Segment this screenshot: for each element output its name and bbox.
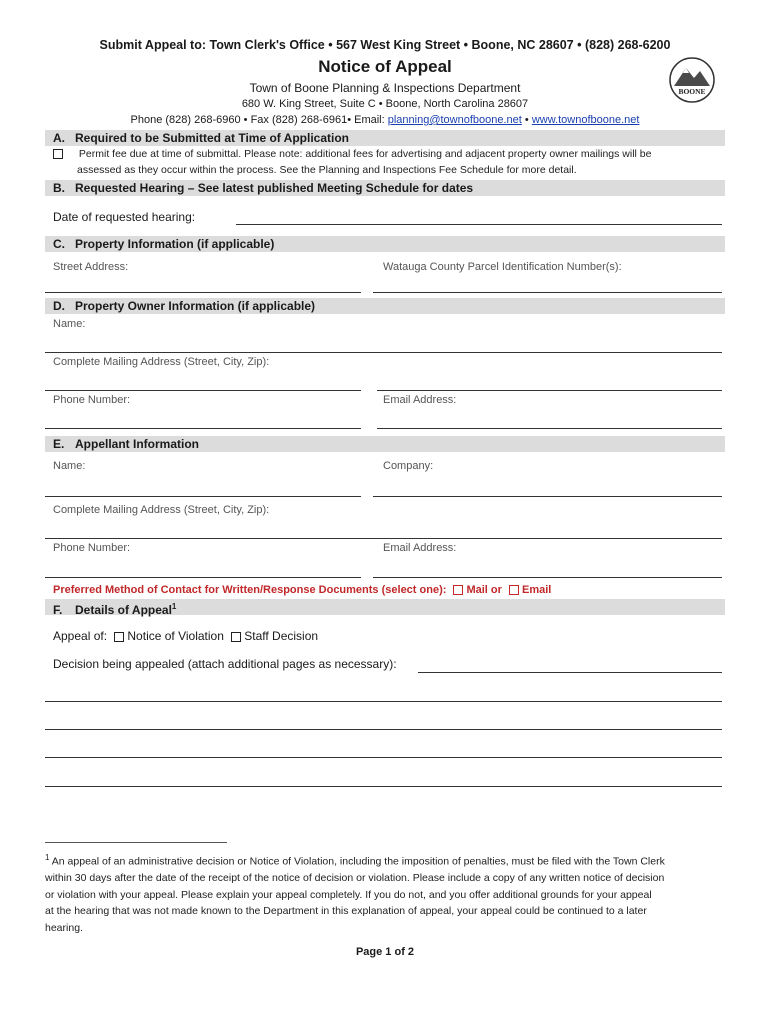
department-name: Town of Boone Planning & Inspections Department (249, 81, 521, 95)
logo-text: BOONE (678, 87, 706, 96)
department-address: 680 W. King Street, Suite C • Boone, North Carolina 28607 (241, 98, 529, 110)
preferred-contact-label: Preferred Method of Contact for Written/Response Documents (select one): (53, 584, 447, 596)
mail-option-label: Mail or (466, 584, 502, 596)
page-number: Page 1 of 2 (355, 946, 415, 958)
section-b-header (45, 180, 725, 196)
owner-mailing-field[interactable] (45, 390, 361, 391)
section-e-letter: E. (53, 437, 65, 451)
website-link[interactable]: www.townofboone.net (531, 114, 640, 126)
owner-email-label: Email Address: (383, 394, 457, 406)
decision-appealed-label: Decision being appealed (attach additional pages as necessary): (53, 657, 397, 671)
decision-line-5[interactable] (45, 786, 722, 787)
owner-name-label: Name: (53, 318, 86, 330)
footnote-line-2: within 30 days after the date of the receipt of the notice of decision or violation. Please include a copy of any written notice of decision (45, 872, 665, 884)
section-e-title: Appellant Information (75, 437, 199, 451)
appeal-of-row (53, 629, 318, 643)
footnote-line-4: at the hearing that was not made known to the Department in this explanation of appeal, your appeal could be continued to a later (45, 905, 647, 917)
appellant-name-label: Name: (53, 460, 86, 472)
section-b-letter: B. (53, 181, 65, 195)
footnote-line-5: hearing. (45, 921, 83, 934)
email-checkbox[interactable] (509, 585, 519, 595)
section-d-letter: D. (53, 299, 65, 313)
violation-checkbox[interactable] (114, 632, 124, 642)
footnote-divider (45, 842, 227, 843)
fee-checkbox[interactable] (53, 149, 63, 159)
decision-line-4[interactable] (45, 757, 722, 758)
section-f-footnote-mark: 1 (171, 602, 177, 611)
violation-option-label: Notice of Violation (127, 629, 224, 643)
email-option-label: Email (521, 584, 552, 596)
fee-text-line-2: assessed as they occur within the process. See the Planning and Inspections Fee Schedule for more detail. (77, 164, 577, 176)
owner-email-field[interactable] (377, 428, 722, 429)
town-logo (664, 56, 720, 104)
appeal-of-label: Appeal of: (53, 629, 108, 643)
footnote-line-1 (45, 850, 735, 870)
appellant-mailing-field[interactable] (45, 538, 722, 539)
submit-appeal-line: Submit Appeal to: Town Clerk's Office • 567 West King Street • Boone, NC 28607 • (828) 268-6200 (99, 38, 671, 52)
decision-appealed-field[interactable] (418, 672, 722, 673)
contact-separator: • (521, 114, 532, 126)
section-d-header (45, 298, 725, 314)
decision-line-2[interactable] (45, 701, 722, 702)
section-c-letter: C. (53, 237, 65, 251)
section-c-header (45, 236, 725, 252)
page-title: Notice of Appeal (318, 57, 452, 76)
decision-line-3[interactable] (45, 729, 722, 730)
footnote-line-3: or violation with your appeal. Please explain your appeal completely. If you do not, and you offer additional grounds for your appeal (45, 888, 652, 901)
footnote-mark: 1 (45, 853, 50, 862)
parcel-id-label: Watauga County Parcel Identification Number(s): (383, 261, 622, 273)
appellant-company-field[interactable] (373, 496, 722, 497)
street-address-field[interactable] (45, 292, 361, 293)
owner-phone-field[interactable] (45, 428, 361, 429)
section-c-title: Property Information (if applicable) (75, 237, 275, 251)
hearing-date-label: Date of requested hearing: (53, 210, 196, 224)
appellant-phone-label: Phone Number: (53, 542, 131, 554)
contact-line (0, 114, 770, 126)
hearing-date-field[interactable] (236, 224, 722, 225)
fee-text-line-1: Permit fee due at time of submittal. Please note: additional fees for advertising and adjacent property owner mailings will be (78, 148, 652, 160)
appellant-mailing-label: Complete Mailing Address (Street, City, Zip): (53, 504, 270, 516)
section-a-title: Required to be Submitted at Time of Application (75, 131, 350, 145)
owner-mailing-field-2[interactable] (377, 390, 722, 391)
section-f-title: Details of Appeal (75, 603, 172, 617)
contact-prefix: Phone (828) 268-6960 • Fax (828) 268-6961• Email: (130, 114, 388, 126)
appellant-phone-field[interactable] (45, 577, 361, 578)
footnote-text-1: An appeal of an administrative decision or Notice of Violation, including the imposition of penalties, must be filed with the Town Clerk (49, 855, 665, 868)
appellant-email-label: Email Address: (383, 542, 457, 554)
parcel-id-field[interactable] (373, 292, 722, 293)
section-a-letter: A. (53, 131, 65, 145)
section-d-title: Property Owner Information (if applicable) (75, 299, 316, 313)
preferred-contact-row (53, 584, 551, 596)
owner-phone-label: Phone Number: (53, 394, 131, 406)
section-e-header (45, 436, 725, 452)
section-a-header (45, 130, 725, 146)
fee-checkbox-row (53, 148, 651, 160)
owner-name-field[interactable] (45, 352, 722, 353)
street-address-label: Street Address: (53, 261, 129, 273)
section-b-title: Requested Hearing – See latest published Meeting Schedule for dates (75, 181, 474, 195)
appellant-company-label: Company: (383, 460, 434, 472)
appellant-email-field[interactable] (373, 577, 722, 578)
owner-mailing-label: Complete Mailing Address (Street, City, Zip): (53, 356, 270, 368)
email-link[interactable]: planning@townofboone.net (387, 114, 522, 126)
staff-decision-option-label: Staff Decision (244, 629, 319, 643)
section-f-header (45, 599, 725, 615)
mail-checkbox[interactable] (453, 585, 463, 595)
staff-decision-checkbox[interactable] (231, 632, 241, 642)
appellant-name-field[interactable] (45, 496, 361, 497)
footnote (45, 850, 735, 936)
section-f-letter: F. (53, 603, 63, 617)
